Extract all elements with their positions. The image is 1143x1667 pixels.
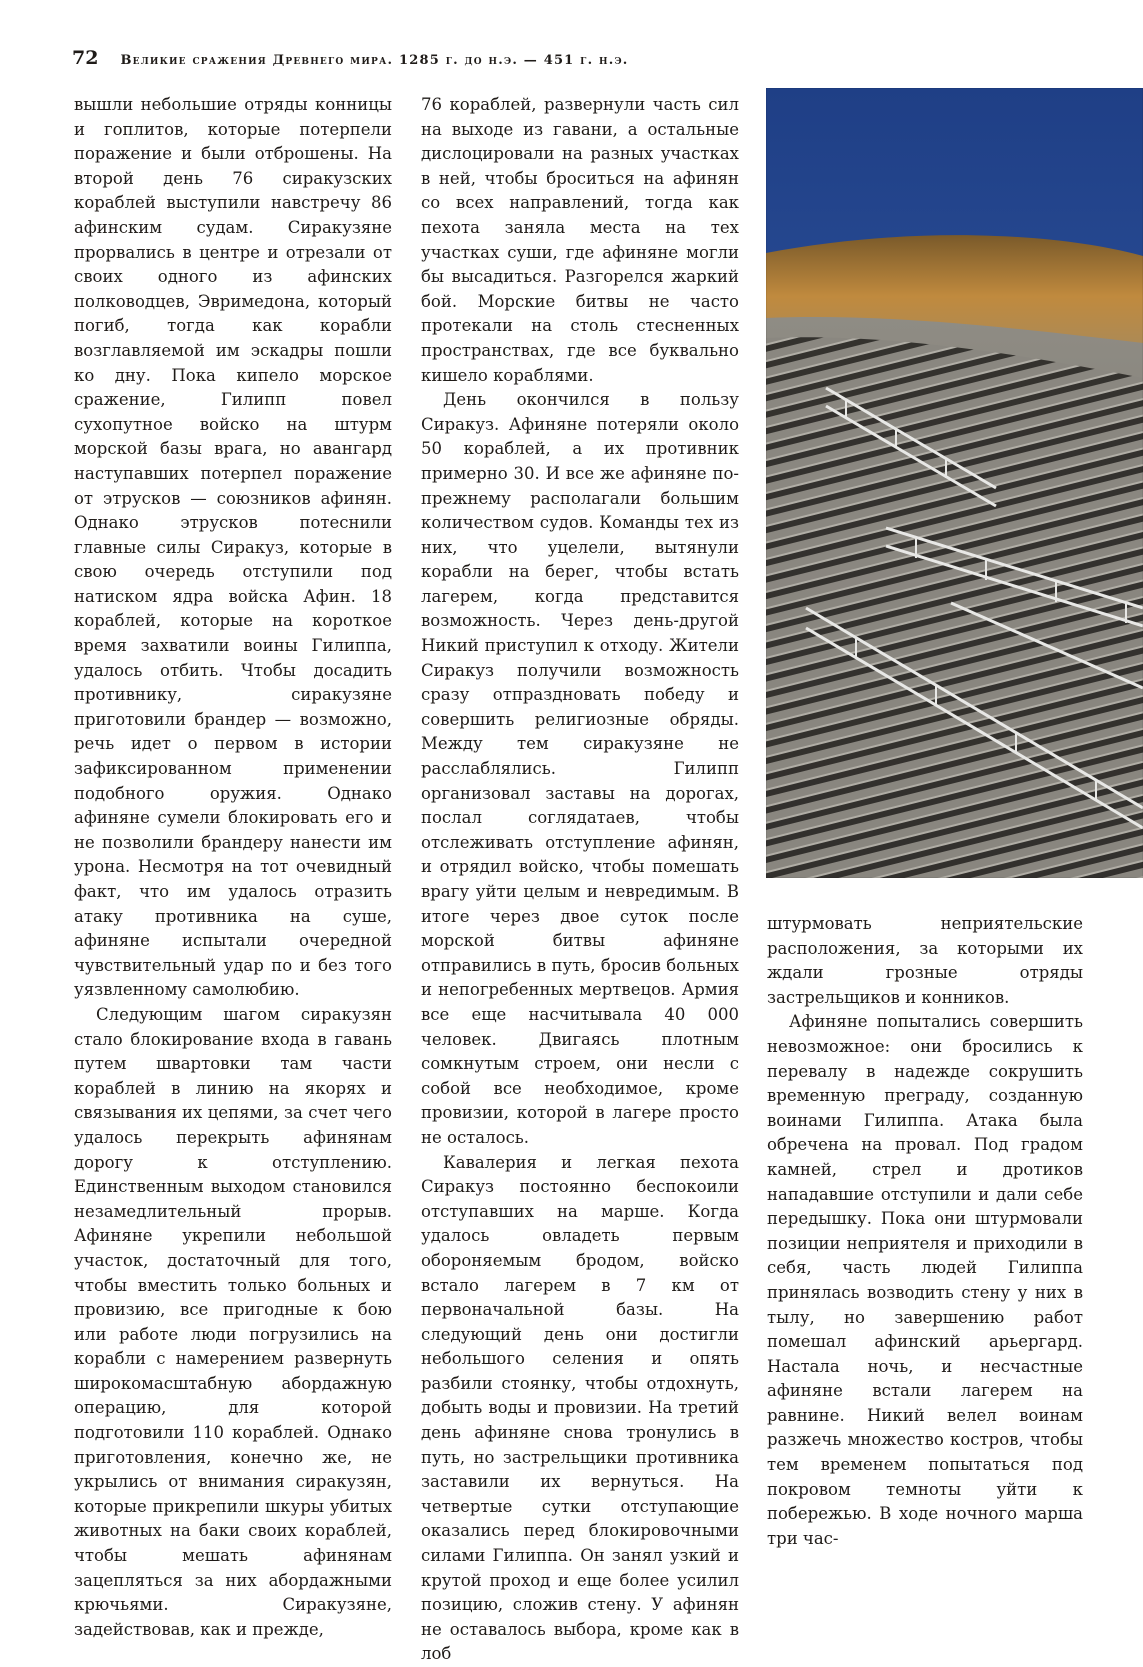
text-column-3	[767, 912, 1083, 1551]
paragraph: 76 кораблей, развернули часть сил на выходе из гавани, а остальные дислоцировали на разных участках в ней, чтобы броситься на афинян со всех направлений, тогда как пехота заняла места на тех участках суши, где афиняне могли бы высадиться. Разгорелся жаркий бой. Морские битвы не часто протекали на столь стесненных пространствах, где все буквально кишело кораблями.	[421, 95, 739, 385]
text-column-2	[421, 93, 739, 1667]
paragraph: вышли небольшие отряды конницы и гоплитов, которые потерпели поражение и были отброшены. На второй день 76 сиракузских кораблей выступили навстречу 86 афинским судам. Сиракузяне прорвались в центре и отрезали от своих одного из афинских полководцев, Эвримедона, который погиб, тогда как корабли возглавляемой им эскадры пошли ко дну. Пока кипело морское сражение, Гилипп повел сухопутное войско на штурм морской базы врага, но авангард наступавших потерпел поражение от этрусков — союзников афинян. Однако этрусков потеснили главные силы Сиракуз, которые в свою очередь отступили под натиском ядра войска Афин. 18 кораблей, которые на короткое время захватили воины Гилиппа, удалось отбить. Чтобы досадить противнику, сиракузяне приготовили брандер — возможно, речь идет о первом в истории зафиксированном применении подобного оружия. Однако афиняне сумели блокировать его и не позволили брандеру нанести им урона. Несмотря на тот очевидный факт, что им удалось отразить атаку противника на суше, афиняне испытали очередной чувствительный удар по и без того уязвленному самолюбию.	[74, 95, 392, 1000]
running-title: Великие сражения Древнего мира. 1285 г. до н.э. — 451 г. н.э.	[120, 53, 629, 68]
paragraph: Афиняне попытались совершить невозможное: они бросились к перевалу в надежде сокрушить временную преграду, созданную воинами Гилиппа. Атака была обречена на провал. Под градом камней, стрел и дротиков нападавшие отступили и дали себе передышку. Пока они штурмовали позиции неприятеля и приходили в себя, часть людей Гилиппа принялась возводить стену у них в тылу, но завершению работ помешал афинский арьергард. Настала ночь, и несчастные афиняне встали лагерем на равнине. Никий велел воинам разжечь множество костров, чтобы тем временем попытаться под покровом темноты уйти к побережью. В ходе ночного марша три час-	[767, 1012, 1083, 1548]
running-header	[72, 47, 629, 71]
paragraph: Следующим шагом сиракузян стало блокирование входа в гавань путем швартовки там части кораблей в линию на якорях и связывания их цепями, за счет чего удалось перекрыть афинянам дорогу к отступлению. Единственным выходом становился незамедлительный прорыв. Афиняне укрепили небольшой участок, достаточный для того, чтобы вместить только больных и провизию, все пригодные к бою или работе люди погрузились на корабли с намерением развернуть широкомасштабную абордажную операцию, для которой подготовили 110 кораблей. Однако приготовления, конечно же, не укрылись от внимания сиракузян, которые прикрепили шкуры убитых животных на баки своих кораблей, чтобы мешать афинянам зацепляться за них абордажными крючьями. Сиракузяне, задействовав, как и прежде,	[74, 1004, 392, 1639]
ancient-theatre-photo	[766, 88, 1143, 878]
paragraph: Кавалерия и легкая пехота Сиракуз постоянно беспокоили отступавших на марше. Когда удалось овладеть первым обороняемым бродом, войско встало лагерем в 7 км от первоначальной базы. На следующий день они достигли небольшого селения и опять разбили стоянку, чтобы отдохнуть, добыть воды и провизии. На третий день афиняне снова тронулись в путь, но застрельщики противника заставили их вернуться. На четвертые сутки отступающие оказались перед блокировочными силами Гилиппа. Он занял узкий и крутой проход и еще более усилил позицию, сложив стену. У афинян не оставалось выбора, кроме как в лоб	[421, 1152, 739, 1664]
theatre-illustration	[766, 88, 1143, 878]
paragraph: штурмовать неприятельские расположения, за которыми их ждали грозные отряды застрельщиков и конников.	[767, 914, 1083, 1007]
text-column-1	[74, 93, 392, 1642]
page-number: 72	[72, 47, 99, 69]
paragraph: День окончился в пользу Сиракуз. Афиняне потеряли около 50 кораблей, а их противник примерно 30. И все же афиняне по-прежнему располагали большим количеством судов. Команды тех из них, что уцелели, вытянули корабли на берег, чтобы встать лагерем, когда представится возможность. Через день-другой Никий приступил к отходу. Жители Сиракуз получили возможность сразу отпраздновать победу и совершить религиозные обряды. Между тем сиракузяне не расслаблялись. Гилипп организовал заставы на дорогах, послал соглядатаев, чтобы отслеживать отступление афинян, и отрядил войско, чтобы помешать врагу уйти целым и невредимым. В итоге через двое суток после морской битвы афиняне отправились в путь, бросив больных и непогребенных мертвецов. Армия все еще насчитывала 40 000 человек. Двигаясь плотным сомкнутым строем, они несли с собой все необходимое, кроме провизии, которой в лагере просто не осталось.	[421, 390, 739, 1147]
